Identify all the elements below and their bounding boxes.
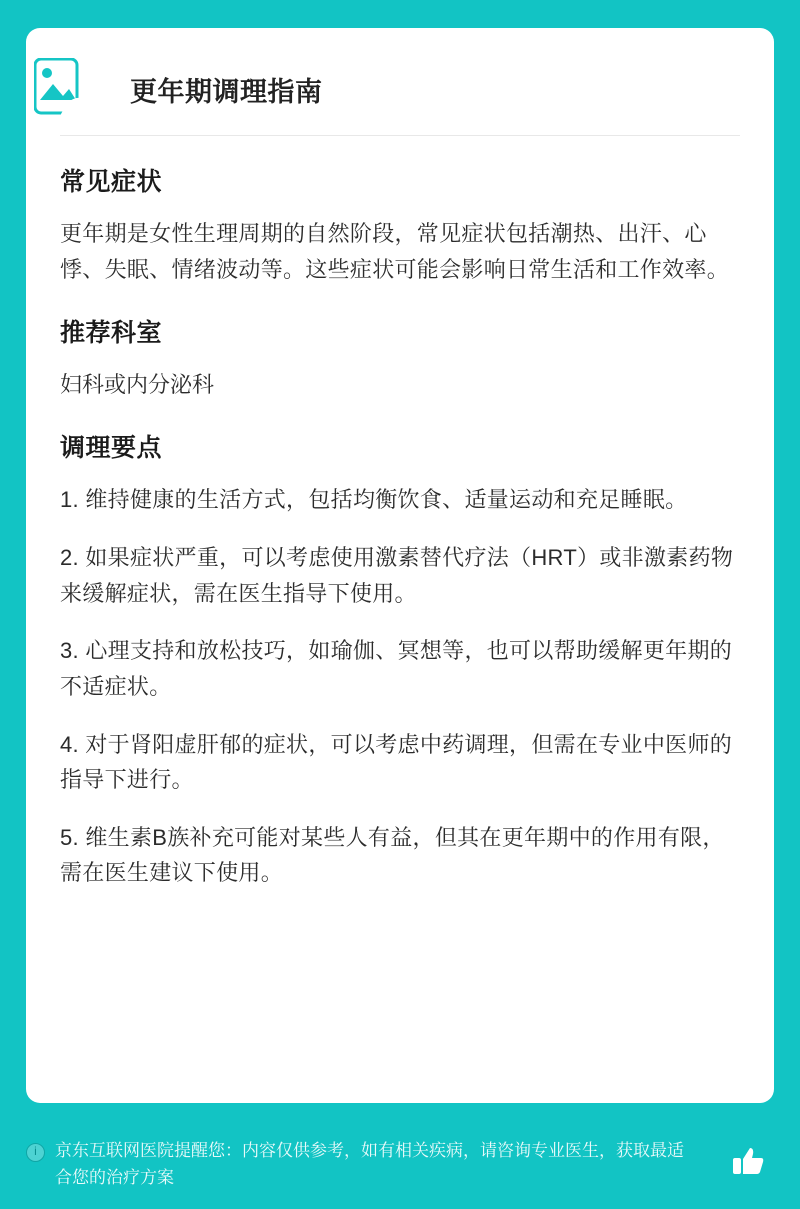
footer-disclaimer-group <box>26 1137 695 1191</box>
footer <box>26 1137 774 1191</box>
section-body-department: 妇科或内分泌科 <box>60 372 215 398</box>
tips-list <box>60 482 740 891</box>
list-item: 2. 如果症状严重，可以考虑使用激素替代疗法（HRT）或非激素药物来缓解症状，需在医生指导下使用。 <box>60 545 734 606</box>
section-heading-tips: 调理要点 <box>60 434 163 463</box>
section-body-symptoms: 更年期是女性生理周期的自然阶段，常见症状包括潮热、出汗、心悸、失眠、情绪波动等。这些症状可能会影响日常生活和工作效率。 <box>60 221 730 282</box>
list-item: 3. 心理支持和放松技巧，如瑜伽、冥想等，也可以帮助缓解更年期的不适症状。 <box>60 638 733 699</box>
section-heading-department: 推荐科室 <box>60 319 163 348</box>
info-icon: i <box>26 1143 45 1162</box>
list-item: 5. 维生素B族补充可能对某些人有益，但其在更年期中的作用有限，需在医生建议下使用。 <box>60 824 725 886</box>
section-heading-symptoms: 常见症状 <box>60 168 163 196</box>
title-divider <box>60 135 740 136</box>
content-card <box>26 28 774 1103</box>
footer-disclaimer-text: 京东互联网医院提醒您：内容仅供参考，如有相关疾病，请咨询专业医生，获取最适合您的治疗方案 <box>55 1140 684 1187</box>
document-image-icon <box>34 58 96 130</box>
page-title: 更年期调理指南 <box>130 77 323 107</box>
thumbs-up-icon[interactable] <box>730 1143 766 1184</box>
list-item: 1. 维持健康的生活方式，包括均衡饮食、适量运动和充足睡眠。 <box>60 487 688 513</box>
list-item: 4. 对于肾阳虚肝郁的症状，可以考虑中药调理，但需在专业中医师的指导下进行。 <box>60 731 733 793</box>
